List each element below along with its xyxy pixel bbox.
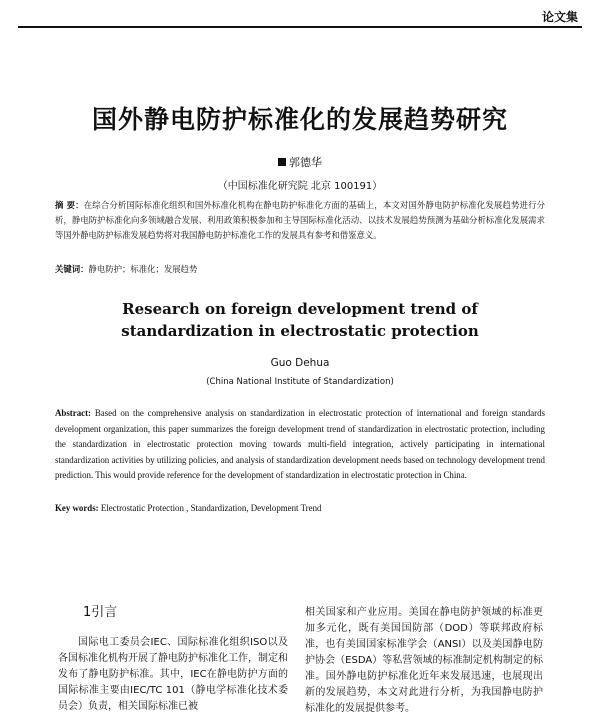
chinese-title: 国外静电防护标准化的发展趋势研究 <box>91 105 508 134</box>
chinese-affiliation: （中国标准化研究院 北京 100191） <box>217 181 383 192</box>
chinese-abstract-text: 在综合分析国际标准化组织和国外标准化机构在静电防护标准化方面的基础上，本文对国外静电防护标准化发展趋势进行分析，静电防护标准化向多领域融合发展、利用政策积极参加和主导国际标准化活动、以技术发展趋势预测为基础分析标准化发展需求等国外静电防护标准发展趋势将对我国静电防护标准化工作的发展具有参考和借鉴意义。 <box>55 200 546 240</box>
header-rule <box>18 26 582 28</box>
chinese-keywords <box>55 263 545 275</box>
english-abstract <box>55 406 545 484</box>
english-abstract-label: Abstract: <box>55 408 91 418</box>
chinese-abstract-label: 摘 要： <box>55 200 84 210</box>
english-title: Research on foreign development trend of standardization in electrostatic protection <box>121 300 479 340</box>
left-paragraph: 国际电工委员会IEC、国际标准化组织ISO以及各国标准化机构开展了静电防护标准化工作，制定和发布了静电防护标准。其中，IEC在静电防护方面的国际标准主要由IEC/TC 101（静电学标准化技术委员会）负责，相关国际标准已被 <box>58 637 288 712</box>
body-right-column <box>305 605 543 717</box>
author-square-icon <box>278 158 286 166</box>
english-affiliation: (China National Institute of Standardization) <box>206 377 394 387</box>
chinese-keywords-text: 静电防护；标准化；发展趋势 <box>88 264 198 274</box>
english-keywords-label: Key words: <box>55 503 99 513</box>
chinese-author <box>0 154 600 170</box>
english-abstract-text: Based on the comprehensive analysis on standardization in electrostatic protection of international and foreign standards development organization, this paper summarizes the foreign development trend of standardization in electrostatic protection, including the standardization in electrostatic protection moving towards multi-field integration, actively participating in international standardization activities by utilizing policies, and analysis of standardization development needs based on technology development trend prediction. This would provide reference for the development of standardization in electrostatic protection in China. <box>55 408 546 481</box>
english-keywords <box>55 503 545 513</box>
chinese-abstract <box>55 198 545 243</box>
english-author: Guo Dehua <box>270 357 330 369</box>
english-keywords-text: Electrostatic Protection , Standardization, Development Trend <box>100 503 322 513</box>
section-heading: 1引言 <box>83 605 118 620</box>
chinese-author-name: 郭德华 <box>289 156 322 169</box>
section-label: 论文集 <box>541 10 578 24</box>
right-paragraph: 相关国家和产业应用。美国在静电防护领域的标准更加多元化，既有美国国防部（DOD）等联邦政府标准，也有美国国家标准学会（ANSI）以及美国静电防护协会（ESDA）等私营领域的标准制定机构制定的标准。国外静电防护标准化近年来发展迅速，也展现出新的发展趋势，本文对此进行分析，为我国静电防护标准化的发展提供参考。 <box>305 607 543 714</box>
body-left-column <box>58 605 288 715</box>
chinese-keywords-label: 关键词： <box>55 264 89 274</box>
